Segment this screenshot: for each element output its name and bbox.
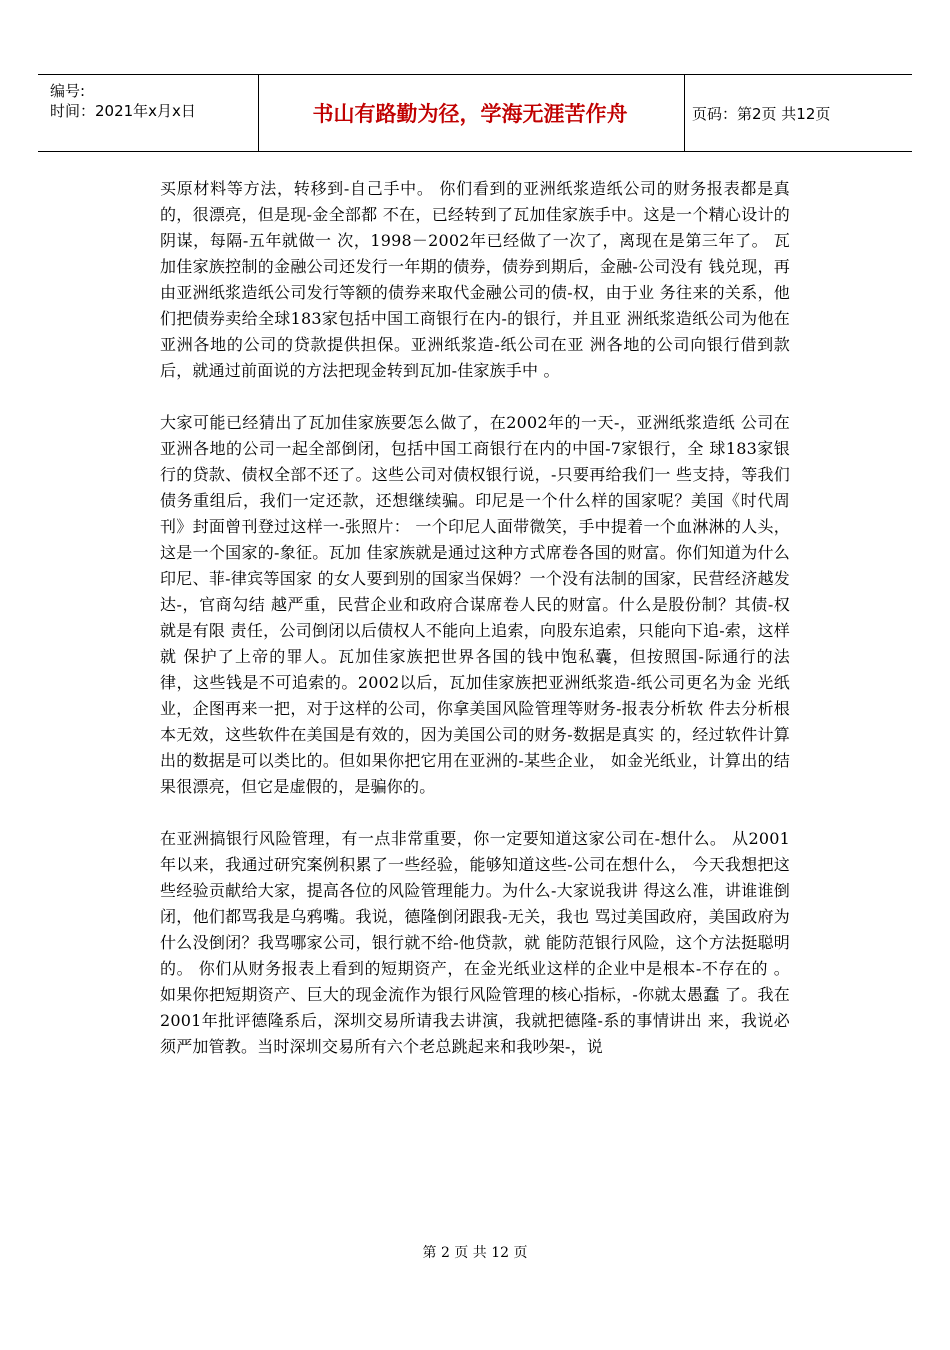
body-paragraph: 买原材料等方法，转移到-自己手中。 你们看到的亚洲纸浆造纸公司的财务报表都是真的，很漂亮，但是现-金全部都 不在，已经转到了瓦加佳家族手中。这是一个精心设计的阴谋，每隔-五年就做一 次，1998－2002年已经做了一次了，离现在是第三年了。 瓦加佳家族控制的金融公司还发行一年期的债券，债券到期后，金融-公司没有 钱兑现，再由亚洲纸浆造纸公司发行等额的债券来取代金融公司的债-权，由于业 务往来的关系，他们把债券卖给全球183家包括中国工商银行在内-的银行，并且亚 洲纸浆造纸公司为他在亚洲各地的公司的贷款提供担保。亚洲纸浆造-纸公司在亚 洲各地的公司向银行借到款后，就通过前面说的方法把现金转到瓦加-佳家族手中 。	[160, 179, 790, 380]
document-body	[160, 176, 790, 1086]
header-meta	[50, 81, 196, 121]
page-footer: 第 2 页 共 12 页	[422, 1245, 528, 1261]
body-paragraph: 大家可能已经猜出了瓦加佳家族要怎么做了，在2002年的一天-，亚洲纸浆造纸 公司在亚洲各地的公司一起全部倒闭，包括中国工商银行在内的中国-7家银行，全 球183家银行的贷款、债权全部不还了。这些公司对债权银行说，-只要再给我们一 些支持，等我们债务重组后，我们一定还款，还想继续骗。印尼是一个什么样的国家呢？美国《时代周刊》封面曾刊登过这样一-张照片： 一个印尼人面带微笑，手中提着一个血淋淋的人头，这是一个国家的-象征。瓦加 佳家族就是通过这种方式席卷各国的财富。你们知道为什么印尼、菲-律宾等国家 的女人要到别的国家当保姆？一个没有法制的国家，民营经济越发达-，官商勾结 越严重，民营企业和政府合谋席卷人民的财富。什么是股份制？其债-权就是有限 责任，公司倒闭以后债权人不能向上追索，向股东追索，只能向下追-索，这样就 保护了上帝的罪人。瓦加佳家族把世界各国的钱中饱私囊，但按照国-际通行的法 律，这些钱是不可追索的。2002以后，瓦加佳家族把亚洲纸浆造-纸公司更名为金 光纸业，企图再来一把，对于这样的公司，你拿美国风险管理等财务-报表分析软 件去分析根本无效，这些软件在美国是有效的，因为美国公司的财务-数据是真实 的，经过软件计算出的数据是可以类比的。但如果你把它用在亚洲的-某些企业， 如金光纸业，计算出的结果很漂亮，但它是虚假的，是骗你的。	[160, 413, 790, 796]
page-header	[38, 74, 912, 152]
header-motto: 书山有路勤为径，学海无涯苦作舟	[312, 102, 628, 126]
document-time-label: 时间：2021年x月x日	[50, 102, 196, 120]
header-page-info: 页码：第2页 共12页	[692, 104, 831, 123]
body-paragraph: 在亚洲搞银行风险管理，有一点非常重要，你一定要知道这家公司在-想什么。 从2001年以来，我通过研究案例积累了一些经验，能够知道这些-公司在想什么， 今天我想把这些经验贡献给大家，提高各位的风险管理能力。为什么-大家说我讲 得这么准，讲谁谁倒闭，他们都骂我是乌鸦嘴。我说，德隆倒闭跟我-无关，我也 骂过美国政府，美国政府为什么没倒闭？我骂哪家公司，银行就不给-他贷款，就 能防范银行风险，这个方法挺聪明的。 你们从财务报表上看到的短期资产，在金光纸业这样的企业中是根本-不存在的 。如果你把短期资产、巨大的现金流作为银行风险管理的核心指标，-你就太愚蠢 了。我在2001年批评德隆系后，深圳交易所请我去讲演，我就把德隆-系的事情讲出 来，我说必须严加管教。当时深圳交易所有六个老总跳起来和我吵架-，说	[160, 829, 790, 1056]
document-number-label: 编号:	[50, 82, 86, 100]
